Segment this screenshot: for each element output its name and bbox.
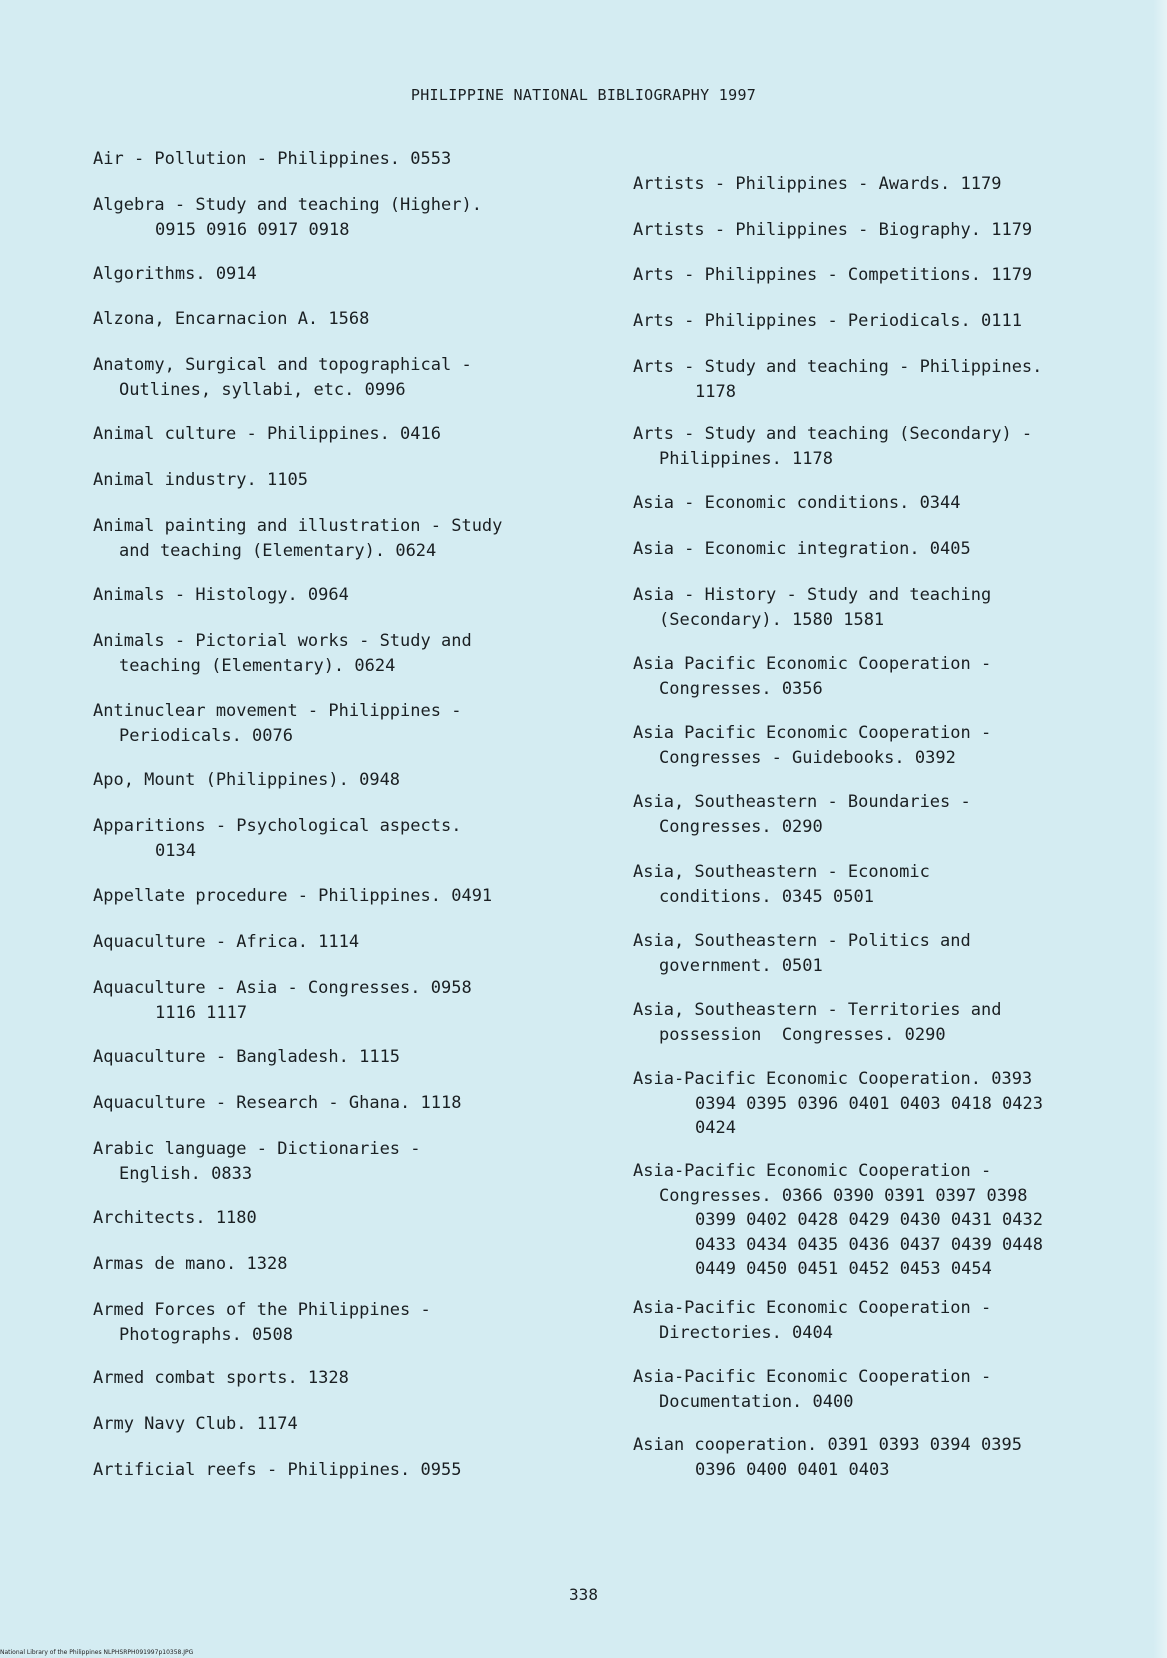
- entry-heading: Aquaculture - Research - Ghana. 1118: [93, 1093, 462, 1113]
- entry-continuation: Congresses - Guidebooks. 0392: [659, 747, 956, 768]
- entry-continuation: Philippines. 1178: [659, 448, 833, 469]
- entry-heading: Asia-Pacific Economic Cooperation -: [633, 1161, 992, 1181]
- entry-heading: Asia - History - Study and teaching: [633, 585, 992, 605]
- entry-continuation: Congresses. 0290: [659, 816, 823, 837]
- entry-continuation: (Secondary). 1580 1581: [659, 609, 885, 630]
- index-entry: [93, 307, 369, 332]
- entry-heading: Animal painting and illustration - Study: [93, 516, 503, 536]
- index-entry: [93, 514, 502, 563]
- index-entry: [93, 1252, 287, 1277]
- index-entry: [633, 860, 930, 909]
- entry-continuation: 1178: [695, 381, 736, 402]
- index-entry: [93, 422, 441, 447]
- entry-heading: Appellate procedure - Philippines. 0491: [93, 886, 493, 906]
- entry-continuation: and teaching (Elementary). 0624: [119, 540, 437, 561]
- entry-heading: Asia-Pacific Economic Cooperation -: [633, 1298, 992, 1318]
- entry-continuation: 0394 0395 0396 0401 0403 0418 0423: [695, 1093, 1043, 1114]
- entry-heading: Armed combat sports. 1328: [93, 1368, 349, 1388]
- entry-heading: Asia-Pacific Economic Cooperation -: [633, 1367, 992, 1387]
- index-entry: [93, 768, 400, 793]
- index-entry: [93, 147, 451, 172]
- index-entry: [93, 468, 308, 493]
- index-entry: [633, 998, 1001, 1047]
- index-entry: [93, 353, 472, 402]
- index-entry: [93, 1298, 431, 1347]
- entry-heading: Asian cooperation. 0391 0393 0394 0395: [633, 1435, 1022, 1455]
- entry-heading: Arts - Study and teaching - Philippines.: [633, 357, 1043, 377]
- entry-heading: Arts - Philippines - Periodicals. 0111: [633, 311, 1022, 331]
- index-entry: [633, 172, 1001, 197]
- index-entry: [633, 929, 971, 978]
- entry-continuation: 0134: [155, 840, 196, 861]
- index-entry: [633, 491, 961, 516]
- index-entry: [633, 1433, 1022, 1482]
- entry-heading: Apparitions - Psychological aspects.: [93, 816, 462, 836]
- index-entry: [633, 263, 1032, 288]
- entry-heading: Asia, Southeastern - Economic: [633, 862, 930, 882]
- entry-heading: Architects. 1180: [93, 1208, 257, 1228]
- index-entry: [633, 652, 991, 701]
- index-entry: [93, 1366, 349, 1391]
- entry-continuation: 1116 1117: [155, 1002, 248, 1023]
- entry-heading: Air - Pollution - Philippines. 0553: [93, 149, 452, 169]
- page-title: PHILIPPINE NATIONAL BIBLIOGRAPHY 1997: [410, 86, 757, 104]
- entry-continuation: government. 0501: [659, 955, 823, 976]
- index-entry: [633, 1365, 991, 1414]
- entry-heading: Apo, Mount (Philippines). 0948: [93, 770, 401, 790]
- page-edge: [1153, 0, 1167, 1658]
- entry-heading: Aquaculture - Asia - Congresses. 0958: [93, 978, 472, 998]
- entry-heading: Animal culture - Philippines. 0416: [93, 424, 441, 444]
- index-entry: [93, 1458, 461, 1483]
- entry-heading: Aquaculture - Africa. 1114: [93, 932, 360, 952]
- index-entry: [633, 537, 971, 562]
- entry-heading: Asia - Economic integration. 0405: [633, 539, 971, 559]
- index-entry: [93, 629, 472, 678]
- entry-heading: Arts - Philippines - Competitions. 1179: [633, 265, 1033, 285]
- entry-continuation: Congresses. 0366 0390 0391 0397 0398: [659, 1185, 1028, 1206]
- entry-continuation: Photographs. 0508: [119, 1324, 293, 1345]
- index-entry: [93, 1206, 257, 1231]
- index-entry: [93, 583, 349, 608]
- entry-heading: Arabic language - Dictionaries -: [93, 1139, 421, 1159]
- entry-heading: Animals - Histology. 0964: [93, 585, 349, 605]
- entry-heading: Algebra - Study and teaching (Higher).: [93, 195, 482, 215]
- entry-heading: Armed Forces of the Philippines -: [93, 1300, 431, 1320]
- page-number: 338: [569, 1585, 598, 1604]
- entry-continuation: Outlines, syllabi, etc. 0996: [119, 379, 406, 400]
- entry-continuation: 0449 0450 0451 0452 0453 0454: [695, 1259, 992, 1279]
- entry-heading: Asia, Southeastern - Boundaries -: [633, 792, 971, 812]
- entry-heading: Aquaculture - Bangladesh. 1115: [93, 1047, 401, 1067]
- entry-heading: Armas de mano. 1328: [93, 1254, 288, 1274]
- entry-heading: Asia - Economic conditions. 0344: [633, 493, 961, 513]
- entry-continuation: teaching (Elementary). 0624: [119, 655, 396, 676]
- index-entry: [633, 1296, 991, 1345]
- entry-continuation: 0433 0434 0435 0436 0437 0439 0448: [695, 1234, 1043, 1255]
- index-entry: [633, 422, 1032, 471]
- entry-continuation: 0424: [695, 1118, 736, 1138]
- entry-heading: Asia Pacific Economic Cooperation -: [633, 654, 992, 674]
- entry-continuation: Documentation. 0400: [659, 1391, 854, 1412]
- index-entry: [633, 790, 971, 839]
- entry-heading: Army Navy Club. 1174: [93, 1414, 298, 1434]
- entry-continuation: 0396 0400 0401 0403: [695, 1459, 890, 1480]
- entry-continuation: English. 0833: [119, 1163, 253, 1184]
- index-entry: [633, 355, 1042, 404]
- index-entry: [93, 1091, 461, 1116]
- entry-continuation: Periodicals. 0076: [119, 725, 293, 746]
- index-entry: [93, 262, 257, 287]
- entry-heading: Anatomy, Surgical and topographical -: [93, 355, 472, 375]
- index-entry: [93, 976, 472, 1025]
- entry-heading: Artists - Philippines - Biography. 1179: [633, 220, 1033, 240]
- entry-continuation: 0915 0916 0917 0918: [155, 219, 350, 240]
- index-entry: [633, 583, 991, 632]
- entry-continuation: conditions. 0345 0501: [659, 886, 874, 907]
- entry-heading: Arts - Study and teaching (Secondary) -: [633, 424, 1033, 444]
- index-entry: [93, 814, 461, 863]
- index-entry: [93, 1137, 421, 1186]
- entry-heading: Asia, Southeastern - Politics and: [633, 931, 971, 951]
- entry-heading: Asia-Pacific Economic Cooperation. 0393: [633, 1069, 1033, 1089]
- index-entry: [93, 930, 359, 955]
- entry-continuation: Directories. 0404: [659, 1322, 833, 1343]
- entry-heading: Artists - Philippines - Awards. 1179: [633, 174, 1002, 194]
- index-entry: [633, 218, 1032, 243]
- index-entry: [633, 721, 991, 770]
- index-entry: [93, 1412, 298, 1437]
- entry-heading: Artificial reefs - Philippines. 0955: [93, 1460, 462, 1480]
- index-entry: [93, 193, 482, 242]
- entry-heading: Asia Pacific Economic Cooperation -: [633, 723, 992, 743]
- entry-heading: Antinuclear movement - Philippines -: [93, 701, 462, 721]
- index-entry: [93, 884, 492, 909]
- index-entry: [633, 1067, 1043, 1141]
- index-entry: [633, 1159, 1043, 1282]
- entry-continuation: possession Congresses. 0290: [659, 1024, 946, 1045]
- index-entry: [633, 309, 1022, 334]
- entry-heading: Algorithms. 0914: [93, 264, 257, 284]
- entry-heading: Animals - Pictorial works - Study and: [93, 631, 472, 651]
- entry-continuation: Congresses. 0356: [659, 678, 823, 699]
- index-entry: [93, 1045, 400, 1070]
- entry-heading: Asia, Southeastern - Territories and: [633, 1000, 1002, 1020]
- index-entry: [93, 699, 461, 748]
- scan-footer: National Library of the Philippines NLPHSRPH091997p10358.JPG: [0, 1649, 194, 1656]
- entry-continuation: 0399 0402 0428 0429 0430 0431 0432: [695, 1210, 1043, 1230]
- entry-heading: Alzona, Encarnacion A. 1568: [93, 309, 370, 329]
- entry-heading: Animal industry. 1105: [93, 470, 308, 490]
